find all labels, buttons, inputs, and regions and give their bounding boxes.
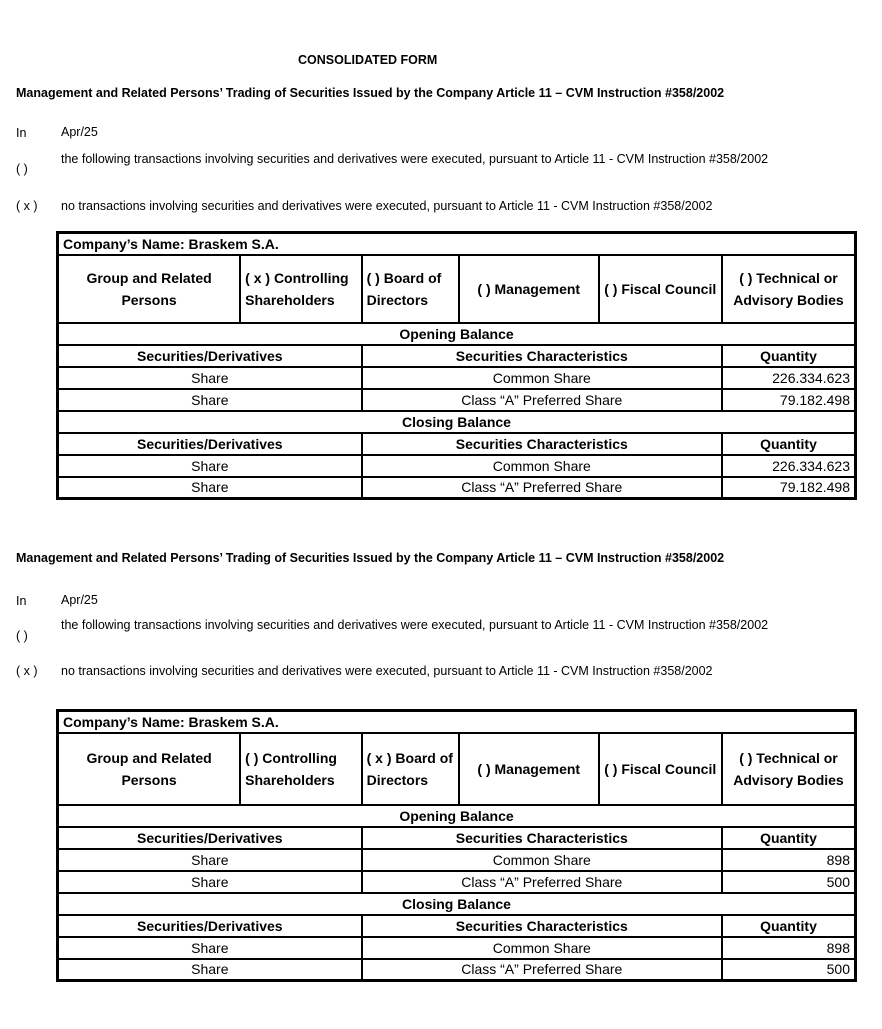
security-cell: Share xyxy=(58,477,362,499)
characteristic-cell: Class “A” Preferred Share xyxy=(362,959,722,981)
section-1-checkbox-no-transactions[interactable]: ( x ) xyxy=(16,199,38,213)
section-2-option-transactions: the following transactions involving securities and derivatives were executed, pursuant to Article 11 - CVM Instruction #358/2002 xyxy=(61,618,769,632)
section-2-checkbox-no-transactions[interactable]: ( x ) xyxy=(16,664,38,678)
table-row xyxy=(58,367,856,389)
company-name: Company’s Name: Braskem S.A. xyxy=(58,233,856,255)
characteristic-cell: Common Share xyxy=(362,367,722,389)
section-1-in-label: In xyxy=(16,126,27,140)
quantity-cell: 898 xyxy=(722,849,856,871)
col-quantity: Quantity xyxy=(722,827,856,849)
quantity-cell: 500 xyxy=(722,959,856,981)
group-fiscal[interactable]: ( ) Fiscal Council xyxy=(599,733,722,805)
col-securities: Securities/Derivatives xyxy=(58,433,362,455)
form-title: CONSOLIDATED FORM xyxy=(298,53,438,67)
closing-balance-title: Closing Balance xyxy=(58,893,856,915)
group-fiscal[interactable]: ( ) Fiscal Council xyxy=(599,255,722,323)
group-technical[interactable]: ( ) Technical or Advisory Bodies xyxy=(722,255,856,323)
opening-balance-title: Opening Balance xyxy=(58,323,856,345)
table-row xyxy=(58,871,856,893)
group-board[interactable]: ( x ) Board of Directors xyxy=(362,733,459,805)
group-management[interactable]: ( ) Management xyxy=(459,255,599,323)
table-row xyxy=(58,455,856,477)
security-cell: Share xyxy=(58,367,362,389)
opening-balance-title: Opening Balance xyxy=(58,805,856,827)
col-securities: Securities/Derivatives xyxy=(58,827,362,849)
col-characteristics: Securities Characteristics xyxy=(362,915,722,937)
col-securities: Securities/Derivatives xyxy=(58,345,362,367)
table-row xyxy=(58,849,856,871)
quantity-cell: 226.334.623 xyxy=(722,455,856,477)
table-row xyxy=(58,959,856,981)
security-cell: Share xyxy=(58,455,362,477)
section-1-checkbox-transactions[interactable]: ( ) xyxy=(16,162,28,176)
section-2-heading: Management and Related Persons’ Trading of Securities Issued by the Company Article 11 – CVM Instruction #358/2002 xyxy=(16,551,725,565)
group-controlling[interactable]: ( ) Controlling Shareholders xyxy=(240,733,361,805)
characteristic-cell: Common Share xyxy=(362,455,722,477)
section-2-option-no-transactions: no transactions involving securities and derivatives were executed, pursuant to Article 11 - CVM Instruction #358/2002 xyxy=(61,664,713,678)
group-board[interactable]: ( ) Board of Directors xyxy=(362,255,459,323)
group-controlling[interactable]: ( x ) Controlling Shareholders xyxy=(240,255,361,323)
col-characteristics: Securities Characteristics xyxy=(362,827,722,849)
characteristic-cell: Common Share xyxy=(362,849,722,871)
section-2-table xyxy=(56,709,857,982)
section-1-option-transactions: the following transactions involving securities and derivatives were executed, pursuant to Article 11 - CVM Instruction #358/2002 xyxy=(61,152,769,166)
quantity-cell: 79.182.498 xyxy=(722,389,856,411)
quantity-cell: 226.334.623 xyxy=(722,367,856,389)
closing-balance-title: Closing Balance xyxy=(58,411,856,433)
group-label: Group and Related Persons xyxy=(58,733,241,805)
characteristic-cell: Class “A” Preferred Share xyxy=(362,477,722,499)
security-cell: Share xyxy=(58,389,362,411)
section-1-table xyxy=(56,231,857,500)
security-cell: Share xyxy=(58,937,362,959)
security-cell: Share xyxy=(58,959,362,981)
quantity-cell: 79.182.498 xyxy=(722,477,856,499)
col-quantity: Quantity xyxy=(722,915,856,937)
characteristic-cell: Class “A” Preferred Share xyxy=(362,871,722,893)
company-name: Company’s Name: Braskem S.A. xyxy=(58,711,856,733)
table-row xyxy=(58,477,856,499)
group-management[interactable]: ( ) Management xyxy=(459,733,599,805)
col-characteristics: Securities Characteristics xyxy=(362,433,722,455)
characteristic-cell: Common Share xyxy=(362,937,722,959)
section-1-period: Apr/25 xyxy=(61,125,98,139)
col-quantity: Quantity xyxy=(722,433,856,455)
quantity-cell: 898 xyxy=(722,937,856,959)
security-cell: Share xyxy=(58,871,362,893)
table-row xyxy=(58,389,856,411)
group-label: Group and Related Persons xyxy=(58,255,241,323)
table-row xyxy=(58,937,856,959)
section-2-in-label: In xyxy=(16,594,27,608)
section-1-option-no-transactions: no transactions involving securities and derivatives were executed, pursuant to Article 11 - CVM Instruction #358/2002 xyxy=(61,199,713,213)
section-2-checkbox-transactions[interactable]: ( ) xyxy=(16,629,28,643)
col-securities: Securities/Derivatives xyxy=(58,915,362,937)
security-cell: Share xyxy=(58,849,362,871)
col-characteristics: Securities Characteristics xyxy=(362,345,722,367)
quantity-cell: 500 xyxy=(722,871,856,893)
section-1-heading: Management and Related Persons’ Trading of Securities Issued by the Company Article 11 – CVM Instruction #358/2002 xyxy=(16,86,725,100)
col-quantity: Quantity xyxy=(722,345,856,367)
group-technical[interactable]: ( ) Technical or Advisory Bodies xyxy=(722,733,856,805)
section-2-period: Apr/25 xyxy=(61,593,98,607)
characteristic-cell: Class “A” Preferred Share xyxy=(362,389,722,411)
